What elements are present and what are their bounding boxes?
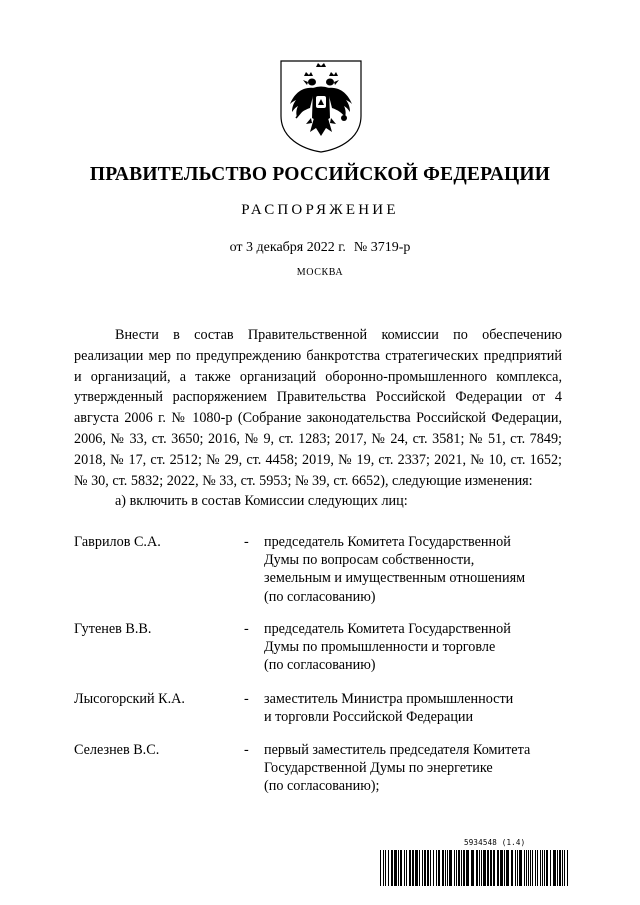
member-name: Гаврилов С.А. — [74, 534, 161, 550]
member-role-line: председатель Комитета Государственной — [264, 621, 511, 637]
document-code: 5934548 (1.4) — [464, 838, 526, 847]
member-role-line: первый заместитель председателя Комитета — [264, 742, 531, 758]
member-role-line: (по согласованию) — [264, 588, 376, 605]
member-name: Лысогорский К.А. — [74, 691, 185, 707]
member-role-line: Думы по вопросам собственности, — [264, 552, 475, 569]
russian-coat-of-arms-icon — [278, 58, 364, 154]
member-name: Гутенев В.В. — [74, 621, 152, 637]
intro-paragraph: Внести в состав Правительственной комиссии по обеспечению реализации мер по предупреждению банкротства стратегических предприятий и организаций, а также организаций оборонно-промышленного комплекса, утвержденный распоряжением Правительства Российской Федерации от 4 августа 2006 г. № 1080-р (Собрание законодательства Российской Федерации, 2006, № 33, ст. 3650; 2016, № 9, ст. 1283; 2017, № 24, ст. 3581; № 51, ст. 7849; 2018, № 17, ст. 2512; № 29, ст. 4458; 2019, № 19, ст. 2337; 2021, № 10, ст. 1652; № 30, ст. 5832; 2022, № 33, ст. 5953; № 39, ст. 6652), следующие изменения: — [74, 327, 562, 489]
member-dash: - — [244, 534, 249, 550]
member-dash: - — [244, 742, 249, 758]
member-role — [264, 690, 574, 726]
date-number-line — [0, 240, 640, 256]
body-text — [74, 325, 562, 512]
org-title: ПРАВИТЕЛЬСТВО РОССИЙСКОЙ ФЕДЕРАЦИИ — [89, 164, 551, 185]
member-role-line: и торговли Российской Федерации — [264, 709, 474, 726]
doc-type-heading: РАСПОРЯЖЕНИЕ — [241, 202, 399, 218]
member-role — [264, 533, 574, 606]
member-role — [264, 741, 574, 796]
document-date: от 3 декабря 2022 г. — [229, 240, 346, 255]
item-a-paragraph: а) включить в состав Комиссии следующих лиц: — [115, 493, 408, 510]
barcode-icon — [380, 850, 568, 886]
member-role-line: (по согласованию) — [264, 657, 376, 674]
member-role-line: Думы по промышленности и торговле — [264, 639, 496, 656]
member-dash: - — [244, 621, 249, 637]
member-role — [264, 620, 574, 675]
member-name: Селезнев В.С. — [74, 742, 160, 758]
document-number: № 3719-р — [353, 240, 411, 255]
member-role-line: земельным и имущественным отношениям — [264, 570, 526, 587]
member-role-line: (по согласованию); — [264, 778, 380, 795]
city: МОСКВА — [296, 267, 344, 278]
member-role-line: заместитель Министра промышленности — [264, 691, 514, 707]
member-dash: - — [244, 691, 249, 707]
member-role-line: Государственной Думы по энергетике — [264, 760, 493, 777]
member-role-line: председатель Комитета Государственной — [264, 534, 511, 550]
